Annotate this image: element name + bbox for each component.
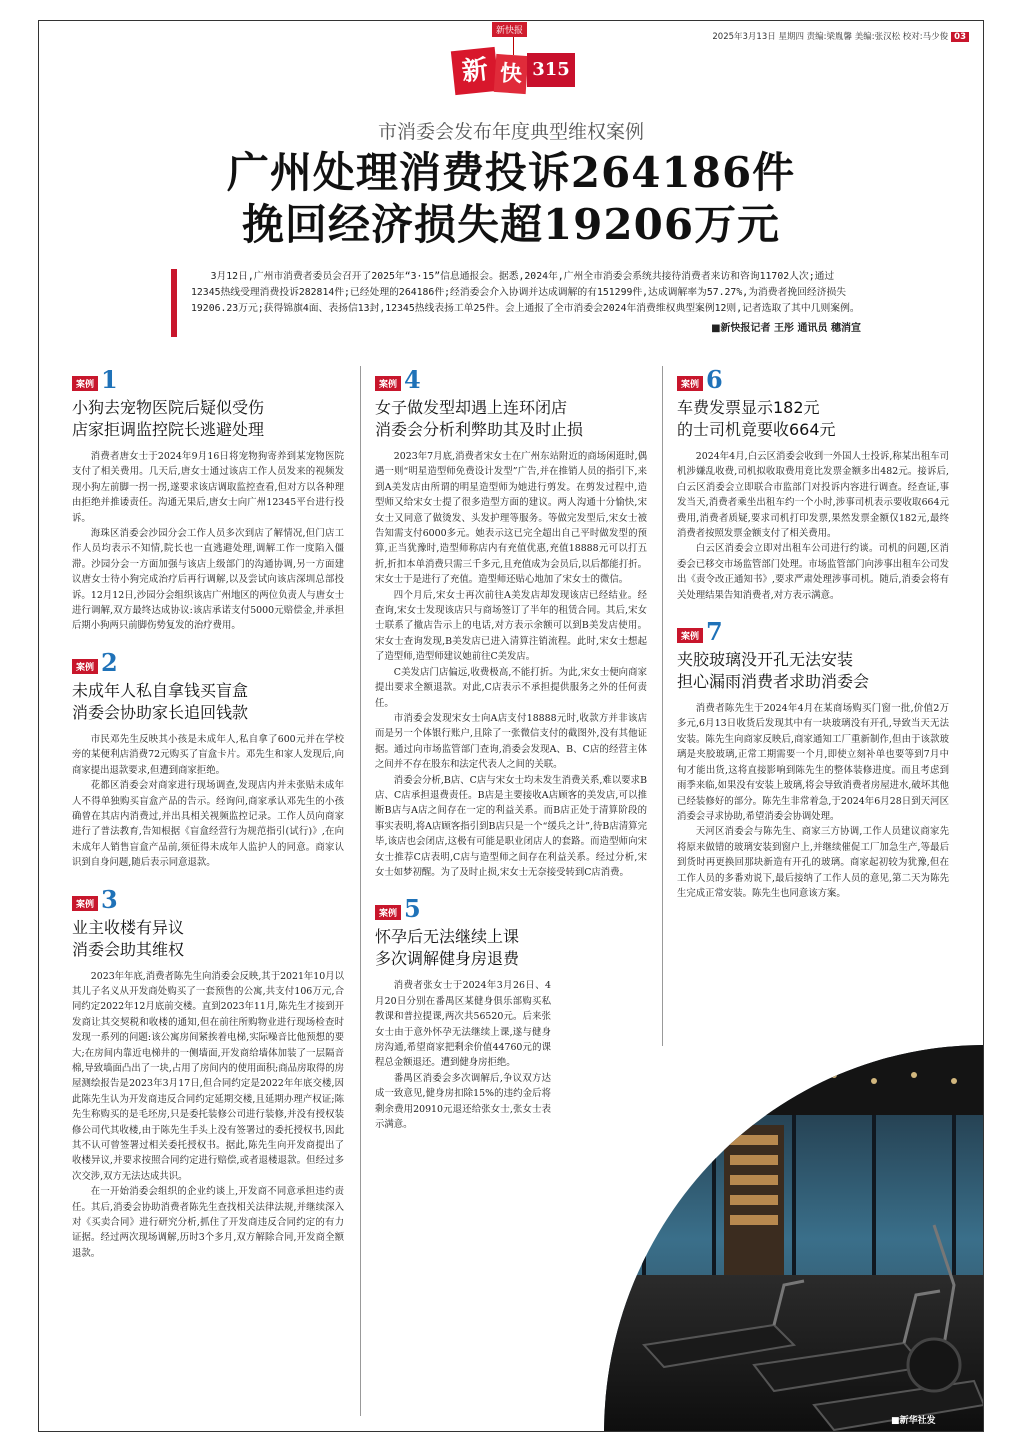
case-5 [375,894,551,1132]
case-body [72,732,344,871]
case-title [677,649,949,693]
paragraph: 市民邓先生反映其小孩是未成年人,私自拿了600元并在学校旁的某便利店消费72元购买了盲盒卡片。邓先生和家人发现后,向商家提出退款要求,但遭到商家拒绝。 [72,733,344,776]
newspaper-page [38,20,984,1432]
column-logo [449,20,579,99]
case-header [72,365,344,394]
column-divider [662,366,663,1046]
case-3 [72,884,344,1262]
page-meta [712,30,969,42]
case-number: 6 [706,365,723,394]
column-right [677,365,949,919]
logo-block-1: 新 [451,47,499,95]
paragraph: 消费者陈先生于2024年4月在某商场购买门窗一批,价值2万多元,6月13日收货后发现其中有一块玻璃没有开孔,导致当天无法安装。陈先生向商家反映后,商家通知工厂重新制作,但由于该款玻璃是夹胶玻璃,正常工期需要一个月,即使立刻补单也要等到7月中旬才能出货,这将直接影响到陈先生的整体装修进度。而且考虑到雨季来临,如果没有安装上玻璃,将会导致消费者房屋进水,破坏其他已经装修好的部分。陈先生非常着急,于2024年6月28日到天河区消委会寻求协助,希望消委会协调处理。 [677,703,949,822]
case-title [72,917,344,961]
paragraph: 四个月后,宋女士再次前往A美发店却发现该店已经结业。经查询,宋女士发现该店只与商场签订了半年的租赁合同。其后,宋女士联系了撤店告示上的电话,对方表示余额可以到B美发店使用。宋女士查询发现,B美发店已进入清算注销流程。此时,宋女士想起了造型师,造型师建议她前往C美发店。 [375,589,647,663]
paragraph: 消费者张女士于2024年3月26日、4月20日分别在番禺区某健身俱乐部购买私教课和普拉提课,两次共56520元。后来张女士由于意外怀孕无法继续上课,遂与健身房沟通,希望商家把剩余价值44760元的课程总金额退还。遭到健身房拒绝。 [375,980,551,1069]
gym-illustration [604,1045,984,1432]
case-body [375,449,647,880]
gym-photo [604,1045,984,1432]
case-body [677,449,949,603]
case-number: 5 [404,894,421,924]
case-body [72,449,344,634]
case-number: 1 [101,365,118,394]
case-2 [72,647,344,871]
case-body [677,701,949,901]
case-title-line: 夹胶玻璃没开孔无法安装 [677,650,854,670]
case-header [72,647,344,677]
case-title-line: 未成年人私自拿钱买盲盒 [72,680,249,700]
paragraph: 2024年4月,白云区消委会收到一外国人士投诉,称某出租车司机涉嫌乱收费,司机拟收取费用竟比发票金额多出482元。接诉后,白云区消委会立即联合市监部门对投诉内容进行调查。经查证,事发当天,消费者乘坐出租车约一个小时,涉事司机表示要收取664元费用,消费者质疑,要求司机打印发票,果然发票金额仅182元,最终消费者按照发票金额支付了相关费用。 [677,451,949,540]
case-title [677,397,949,441]
case-title [375,397,647,441]
case-header [677,365,949,394]
headline [39,147,983,251]
logo-block-2: 快 [494,54,529,94]
case-header [375,894,551,924]
paragraph: 市消委会发现宋女士向A店支付18888元时,收款方并非该店而是另一个体银行账户,且除了一张微信支付的截图外,没有其他证据。通过向市场监管部门查询,消委会发现A、B、C店的经营主体之间并不存在股东和法定代表人之间的关联。 [375,712,647,771]
case-title-line: 多次调解健身房退费 [375,949,520,969]
case-7 [677,617,949,901]
case-label: 案例 [375,376,401,391]
column-middle [375,365,647,1150]
paragraph: 在一开始消委会组织的企业约谈上,开发商不同意承担违约责任。其后,消委会协助消费者陈先生查找相关法律法规,并继续深入对《买卖合同》进行研究分析,抓住了开发商违反合同约定的有力证据。经过两次现场调解,历时3个多月,双方解除合同,开发商全额退款。 [72,1186,344,1259]
paragraph: 天河区消委会与陈先生、商家三方协调,工作人员建议商家先将原来做错的玻璃安装到窗户上,并继续催促工厂加急生产,等最后到货时再更换回那块新造有开孔的玻璃。商家起初较为犹豫,但在工作人员的多番劝说下,最后接纳了工作人员的意见,第二天为陈先生完成正常安装。陈先生也同意该方案。 [677,826,949,899]
paragraph: 消委会分析,B店、C店与宋女士均未发生消费关系,难以要求B店、C店承担退费责任。B店是主要接收A店顾客的美发店,可以推断B店与A店之间存在一定的利益关系。而B店正处于清算阶段的事实表明,将A店顾客指引到B店只是一个“缓兵之计”,待B店清算完毕,该店也会闭店,这极有可能是职业闭店人的套路。而造型师向宋女士推荐C店表明,C店与造型师之间存在利益关系。经过分析,宋女士如梦初醒。为了及时止损,宋女士无奈接受转到C店消费。 [375,774,647,878]
case-title [72,397,344,441]
case-title-line: 车费发票显示182元 [677,398,820,417]
paragraph: 2023年年底,消费者陈先生向消委会反映,其于2021年10月以其儿子名义从开发商处购买了一套预售的公寓,共支付106万元,合同约定2022年12月底前交楼。直到2023年11月,陈先生才接到开发商让其交契税和收楼的通知,但在前往所购物业进行现场检查时发现一系列的问题:该公寓房间紧挨着电梯,实际噪音比他预想的要大;在房间内靠近电梯井的一侧墙面,开发商给墙体加装了一层隔音棉,导致墙面凸出了一块,占用了房间内的使用面积;商品房取得的房屋测绘报告是2023年3月17日,但合同约定是2022年年底交楼,因此陈先生认为开发商违反合同约定延期交楼,且延期办理产权证;陈先生称购买的是毛坯房,只是委托装修公司进行装修,并没有授权装修公司代其收楼,由于陈先生手头上没有签署过的委托授权书,因此其不认可曾签署过相关委托授权书。据此,陈先生向开发商提出了收楼异议,并要求按照合同约定进行赔偿,或者退楼退款。但经过多次交涉,双方无法达成共识。 [72,970,344,1182]
page-number: 03 [951,32,969,42]
column-divider [360,366,361,1416]
case-1 [72,365,344,634]
case-title-line: 女子做发型却遇上连环闭店 [375,398,568,417]
case-label: 案例 [677,376,703,391]
case-number: 7 [706,617,723,647]
case-4 [375,365,647,880]
paragraph: 花都区消委会对商家进行现场调查,发现店内并未张贴未成年人不得单独购买盲盒产品的告示。经询问,商家承认邓先生的小孩确曾在其店内消费过,并出具相关视频监控记录。工作人员向商家进行了普法教育,告知根据《盲盒经营行为规范指引(试行)》,在向未成年人销售盲盒产品前,须征得未成年人监护人的同意。商家认识到自身问题,随后表示同意退款。 [72,780,344,869]
case-title [375,926,575,970]
case-number: 3 [101,884,118,914]
sub-headline: 市消委会发布年度典型维权案例 [377,121,644,143]
logo-block-3: 315 [527,53,575,87]
case-title-line: 业主收楼有异议 [72,917,185,937]
headline-line-1: 广州处理消费投诉264186件 [226,148,796,197]
case-title-line: 消委会助其维权 [72,939,185,959]
case-title-line: 消委会协助家长追回钱款 [72,702,249,722]
date-editors: 2025年3月13日 星期四 责编:梁胤馨 美编:张汉松 校对:马少俊 [712,32,949,42]
logo-tag: 新快报 [492,22,527,37]
case-title [72,680,344,724]
photo-credit: ■新华社发 [891,1416,936,1426]
case-label: 案例 [677,628,703,643]
paragraph: 番禺区消委会多次调解后,争议双方达成一致意见,健身房扣除15%的违约金后将剩余费用20910元退还给张女士,张女士表示满意。 [375,1072,551,1131]
case-header [72,884,344,914]
headline-line-2: 挽回经济损失超19206万元 [241,200,781,249]
paragraph: 2023年7月底,消费者宋女士在广州东站附近的商场闲逛时,偶遇一则“明星造型师免费设计发型”广告,并在推销人员的指引下,来到A美发店由所谓的明星造型师为她进行剪发。在剪发过程中,造型师又给宋女士提了很多造型方面的建议。两人沟通十分愉快,宋女士又同意了做烫发、头发护理等服务。等做完发型后,宋女士被告知需支付6000多元。她表示这已完全超出自己平时做发型的预算,正当犹豫时,造型师称店内有充值优惠,充值18888元可以打五折,折扣本单消费只需三千多元,且充值成为会员后,以后都能打折。宋女士于是进行了充值。造型师还贴心地加了宋女士的微信。 [375,451,647,586]
paragraph: 白云区消委会立即对出租车公司进行约谈。司机的问题,区消委会已移交市场监管部门处理。市场监管部门向涉事出租车公司发出《责令改正通知书》,要求严肃处理涉事司机。随后,消委会将有关处理结果告知消费者,对方表示满意。 [677,543,949,601]
lead-paragraph [171,269,861,337]
case-header [677,617,949,647]
case-title-line: 的士司机竟要收664元 [677,420,836,439]
lead-text: 3月12日,广州市消费者委员会召开了2025年“3·15”信息通报会。据悉,2024年,广州全市消委会系统共接待消费者来访和咨询11702人次;通过12345热线受理消费投诉282814件;已经处理的264186件;经消委会介入协调并达成调解的有151299件,达成调解率为57.27%,为消费者挽回经济损失19206.23万元;获得锦旗4面、表扬信13封,12345热线表扬工单25件。会上通报了全市消委会2024年消费维权典型案例12则,记者选取了其中几则案例。 [191,271,860,314]
case-label: 案例 [375,905,401,920]
case-title-line: 小狗去宠物医院后疑似受伤 [72,398,265,417]
case-title-line: 消委会分析利弊助其及时止损 [375,420,584,439]
case-title-line: 担心漏雨消费者求助消委会 [677,672,870,692]
case-body [375,978,551,1132]
case-label: 案例 [72,896,98,911]
case-header [375,365,647,394]
paragraph: 海珠区消委会沙园分会工作人员多次到店了解情况,但门店工作人员均表示不知情,院长也一直逃避处理,调解工作一度陷入僵滞。沙园分会一方面加强与该店上级部门的沟通协调,另一方面建议唐女士待小狗完成治疗后再行调解,以及尝试向该店深圳总部投诉。12月12日,沙园分会组织该店广州地区的两位负责人与唐女士进行调解,双方最终达成协议:该店承诺支付5000元赔偿金,并承担后期小狗两只前脚伤势复发的治疗费用。 [72,528,344,632]
case-title-line: 怀孕后无法继续上课 [375,927,520,947]
byline: ■新快报记者 王彤 通讯员 穗消宣 [711,323,861,334]
column-left [72,365,344,1279]
case-label: 案例 [72,376,98,391]
case-body [72,969,344,1262]
paragraph: 消费者唐女士于2024年9月16日将宠物狗寄养到某宠物医院支付了相关费用。几天后,唐女士通过该店工作人员发来的视频发现小狗左前脚一拐一拐,遂要求该店调取监控查看,但对方以各种理由拒绝并推诿责任。沟通无果后,唐女士向广州12345平台进行投诉。 [72,451,344,524]
paragraph: C美发店门店偏远,收费极高,不能打折。为此,宋女士便向商家提出要求全额退款。对此,C店表示不承担提供服务之外的任何责任。 [375,666,647,709]
case-title-line: 店家拒调监控院长逃避处理 [72,420,265,439]
case-label: 案例 [72,659,98,674]
case-number: 4 [404,365,421,394]
case-number: 2 [101,647,118,677]
case-6 [677,365,949,603]
